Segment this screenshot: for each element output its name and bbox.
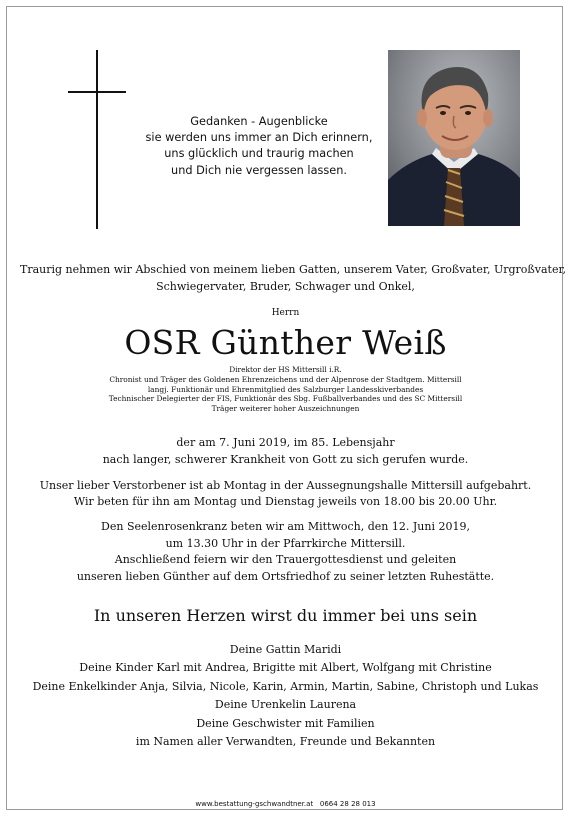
rosary-line: um 13.30 Uhr in der Pfarrkirche Mittersill. [165,536,406,550]
rosary-line: Anschließend feiern wir den Trauergottesdienst und geleiten [114,553,457,566]
rosary-line: unseren lieben Günther auf dem Ortsfriedhof zu seiner letzten Ruhestätte. [76,569,495,583]
intro-text [20,262,567,295]
rosary-notice [20,519,551,585]
laid-out-line: Unser lieber Verstorbener ist ab Montag in der Aussegnungshalle Mittersill aufgebahrt. [39,479,532,492]
death-notice [20,434,551,468]
title-line: Träger weiterer hoher Auszeichnungen [211,404,360,414]
footer-phone: 0664 28 28 013 [319,800,376,808]
laid-out-notice [20,478,551,509]
mourner-line: im Namen aller Verwandten, Freunde und Bekannten [135,735,436,749]
mourner-line: Deine Gattin Maridi [229,643,342,656]
mourner-line: Deine Kinder Karl mit Andrea, Brigitte mit Albert, Wolfgang mit Christine [79,661,492,675]
death-line: nach langer, schwerer Krankheit von Gott zu sich gerufen wurde. [102,453,469,466]
deceased-name: OSR Günther Weiß [124,323,447,362]
quote-line: und Dich nie vergessen lassen. [171,163,347,177]
mourners-list [20,641,551,751]
intro-line: Traurig nehmen wir Abschied von meinem lieben Gatten, unserem Vater, Großvater, Urgroßvater, [20,263,567,276]
rosary-line: Den Seelenrosenkranz beten wir am Mittwoch, den 12. Juni 2019, [101,520,470,533]
title-line: langj. Funktionär und Ehrenmitglied des Salzburger Landesskiverbandes [147,384,424,394]
quote-line: Gedanken - Augenblicke [190,115,328,128]
deceased-titles [20,365,551,414]
footer-website[interactable]: www.bestattung-gschwandtner.at [195,800,314,808]
death-line: der am 7. Juni 2019, im 85. Lebensjahr [176,436,395,449]
salutation: Herrn [271,308,300,318]
cross-vertical-bar [96,50,98,229]
intro-line: Schwiegervater, Bruder, Schwager und Onkel, [156,279,415,293]
mourner-line: Deine Geschwister mit Familien [196,716,375,730]
mourner-line: Deine Enkelkinder Anja, Silvia, Nicole, Karin, Armin, Martin, Sabine, Christoph und Lukas [32,679,539,693]
laid-out-line: Wir beten für ihn am Montag und Dienstag jeweils von 18.00 bis 20.00 Uhr. [73,494,498,508]
title-line: Chronist und Träger des Goldenen Ehrenzeichens und der Alpenrose der Stadtgem. Mittersill [109,374,462,384]
quote-line: sie werden uns immer an Dich erinnern, [145,131,373,145]
memorial-motto: In unseren Herzen wirst du immer bei uns sein [93,606,478,625]
title-line: Technischer Delegierter der FIS, Funktionär des Sbg. Fußballverbandes und des SC Mittersill [108,394,463,404]
title-line: Direktor der HS Mittersill i.R. [229,365,342,374]
memorial-quote [140,114,378,179]
portrait-photo [388,50,520,226]
footer [20,800,551,808]
cross-horizontal-bar [68,91,126,93]
quote-line: uns glücklich und traurig machen [164,147,354,161]
mourner-line: Deine Urenkelin Laurena [214,698,357,712]
